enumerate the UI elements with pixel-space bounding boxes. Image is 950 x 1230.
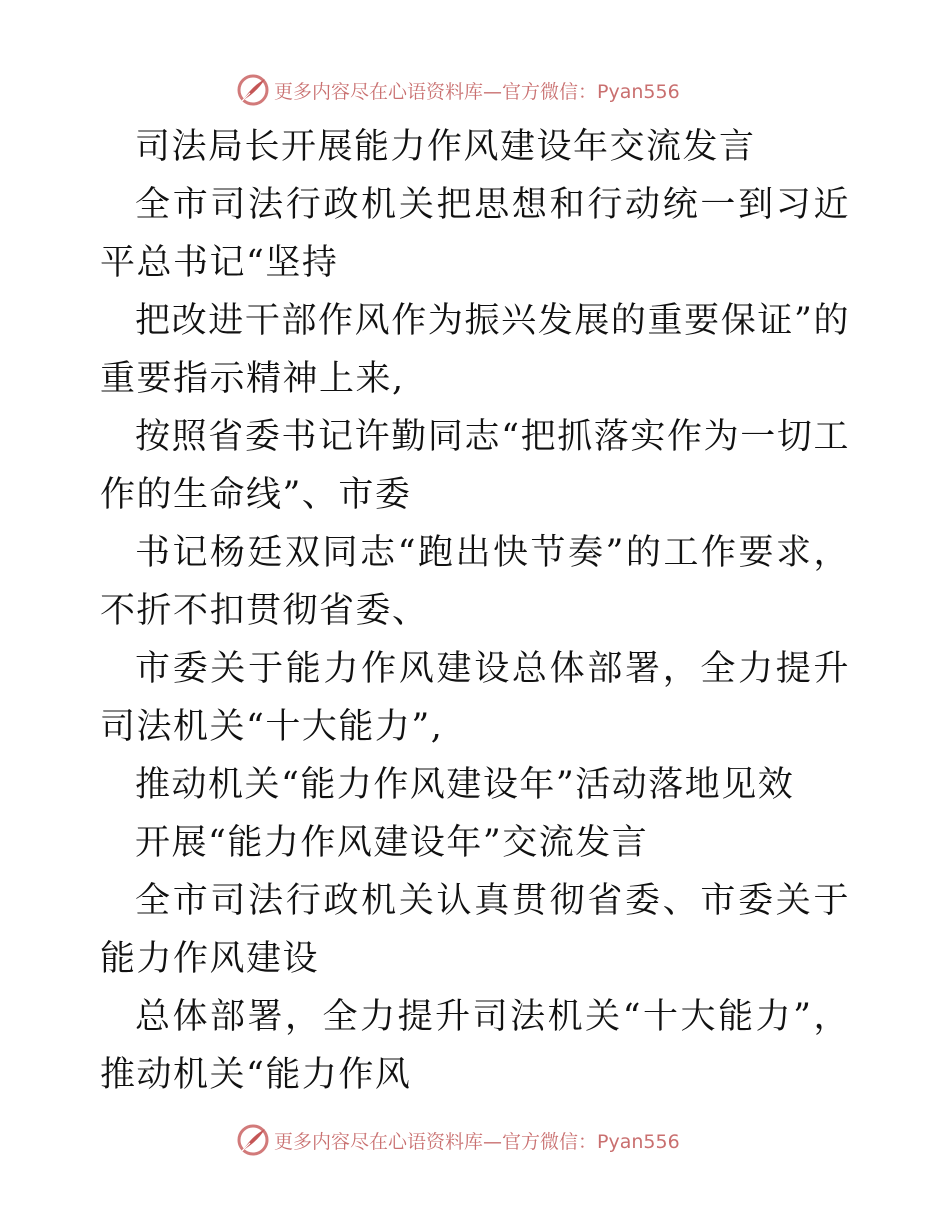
paragraph: 开展“能力作风建设年”交流发言 xyxy=(135,823,649,863)
paragraph: 司法局长开展能力作风建设年交流发言 xyxy=(135,127,756,167)
watermark-text: 更多内容尽在心语资料库—官方微信：Pyan556 xyxy=(274,80,680,103)
paragraph: 总体部署，全力提升司法机关“十大能力”，推动机关“能力作风 xyxy=(100,997,850,1095)
watermark-text: 更多内容尽在心语资料库—官方微信：Pyan556 xyxy=(274,1130,680,1153)
feather-pen-logo-icon xyxy=(236,73,270,107)
paragraph: 全市司法行政机关把思想和行动统一到习近平总书记“坚持 xyxy=(100,185,850,283)
footer-watermark xyxy=(236,1122,680,1158)
paragraph: 全市司法行政机关认真贯彻省委、市委关于能力作风建设 xyxy=(100,881,850,979)
header-watermark xyxy=(236,72,680,108)
document-body xyxy=(0,118,950,1104)
paragraph: 把改进干部作风作为振兴发展的重要保证”的重要指示精神上来, xyxy=(100,301,850,399)
feather-pen-logo-icon xyxy=(236,1123,270,1157)
paragraph: 市委关于能力作风建设总体部署，全力提升司法机关“十大能力”, xyxy=(100,649,850,747)
paragraph: 书记杨廷双同志“跑出快节奏”的工作要求，不折不扣贯彻省委、 xyxy=(100,533,850,631)
paragraph: 推动机关“能力作风建设年”活动落地见效 xyxy=(135,765,795,805)
paragraph: 按照省委书记许勤同志“把抓落实作为一切工作的生命线”、市委 xyxy=(100,417,850,515)
